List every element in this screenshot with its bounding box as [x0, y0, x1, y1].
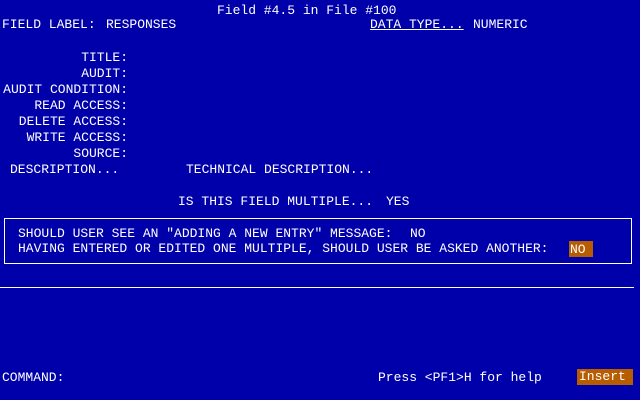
help-hint: Press <PF1>H for help [378, 370, 542, 385]
data-type-value: NUMERIC [473, 17, 528, 32]
title-field-label[interactable]: TITLE: [81, 50, 128, 65]
delete-access-field-label[interactable]: DELETE ACCESS: [18, 114, 128, 129]
audit-condition-field-label[interactable]: AUDIT CONDITION: [3, 82, 128, 97]
data-type-link[interactable]: DATA TYPE... [370, 17, 464, 32]
adding-entry-answer[interactable]: NO [410, 226, 426, 241]
audit-field-label[interactable]: AUDIT: [81, 66, 128, 81]
ask-another-answer-input[interactable] [569, 241, 593, 257]
write-access-field-label[interactable]: WRITE ACCESS: [26, 130, 128, 145]
technical-description-link[interactable]: TECHNICAL DESCRIPTION... [186, 162, 374, 177]
command-label: COMMAND: [2, 370, 65, 385]
field-label-value[interactable]: RESPONSES [106, 17, 177, 32]
command-input[interactable] [72, 370, 352, 386]
multiple-caption: IS THIS FIELD MULTIPLE... [178, 194, 374, 209]
separator-line [0, 287, 634, 288]
read-access-field-label[interactable]: READ ACCESS: [34, 98, 128, 113]
ask-another-question: HAVING ENTERED OR EDITED ONE MULTIPLE, SHOULD USER BE ASKED ANOTHER: [18, 241, 549, 256]
multiple-value[interactable]: YES [386, 194, 410, 209]
insert-mode-indicator: Insert [577, 369, 633, 385]
source-field-label[interactable]: SOURCE: [73, 146, 128, 161]
screen-title: Field #4.5 in File #100 [217, 3, 397, 18]
adding-entry-question: SHOULD USER SEE AN "ADDING A NEW ENTRY" MESSAGE: [18, 226, 393, 241]
field-label-caption: FIELD LABEL: [2, 17, 96, 32]
description-link[interactable]: DESCRIPTION... [10, 162, 120, 177]
